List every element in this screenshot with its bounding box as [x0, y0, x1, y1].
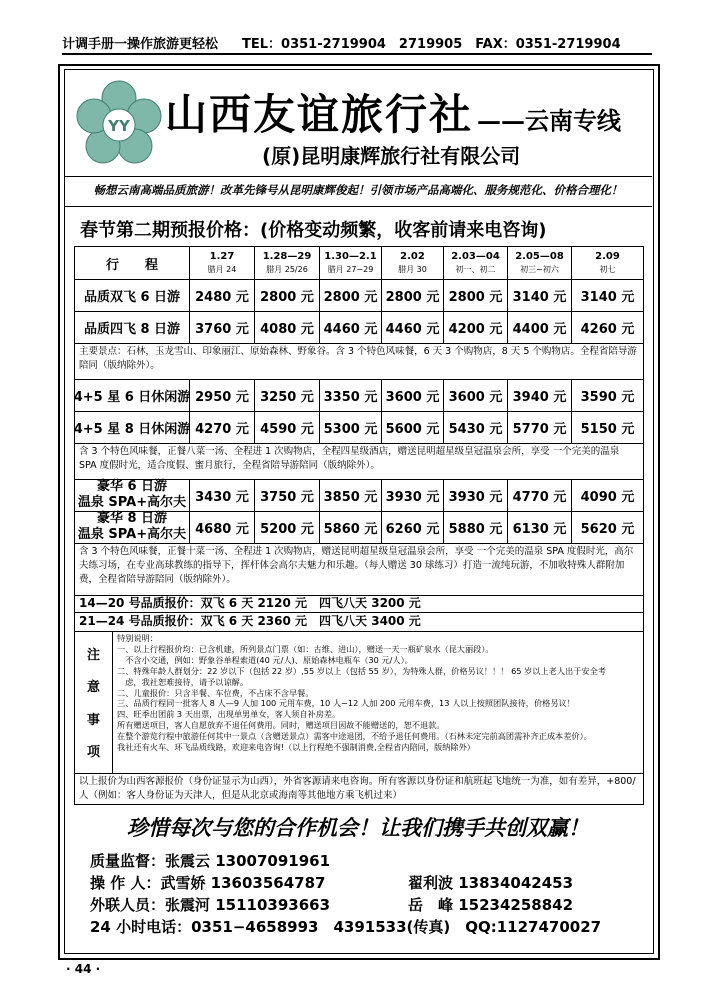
- table-row: [75, 311, 643, 344]
- route-name: 4+5 星 6 日休闲游: [75, 379, 190, 411]
- price-cell: 3930 元: [444, 479, 508, 511]
- notice-char: 注: [86, 647, 100, 663]
- date-label: 1.30—2.1: [324, 251, 377, 262]
- special-price-row: [75, 612, 643, 632]
- price-table: [74, 246, 644, 805]
- notice-char: 事: [86, 712, 100, 728]
- notice-label: [75, 631, 113, 773]
- slogan: 畅想云南高端品质旅游！改革先锋号从昆明康辉俊起！引领市场产品高端化、服务规范化、价格合理化！: [93, 183, 623, 197]
- lunar-label: 初一、初二: [455, 265, 496, 274]
- route-name: 品质四飞 8 日游: [75, 311, 190, 343]
- price-cell: 4460 元: [320, 311, 382, 343]
- logo-lettering: YY: [108, 117, 130, 135]
- price-cell: 2950 元: [190, 379, 255, 411]
- footer-note-text: 以上报价为山西客源报价（身份证显示为山西），外省客源请来电咨询。所有客源以身份证和航班起飞地统一为准，如有差异，+800/人（例如：客人身份证为天津人，但是从北京或海南等其他地方乘飞机过来）: [79, 776, 636, 801]
- contact-sales: 外联人员：张震河 15110393663: [90, 896, 331, 914]
- route-name: [75, 511, 190, 543]
- date-label: 1.27: [209, 251, 235, 262]
- price-cell: 3140 元: [508, 279, 572, 311]
- notice-text: [117, 633, 639, 753]
- notice-line: 一、以上行程报价均：已含机建，所列景点门票（如：古维、进山），赠送一天一瓶矿泉水（昆大丽段）。: [117, 643, 494, 654]
- notice-row: [75, 631, 643, 774]
- date-label: 1.28—29: [262, 251, 312, 262]
- price-cell: 2480 元: [190, 279, 255, 311]
- agency-name: 山西友谊旅行社: [165, 90, 474, 139]
- notice-line: 在整个游览行程中旅游任何其中一景点（含赠送景点）需客中途退团，不给予退任何费用。（石林未定完前高团需补齐正成本差价）。: [117, 731, 592, 742]
- notice-char: 意: [86, 680, 100, 696]
- lunar-label: 腊月 30: [398, 265, 427, 274]
- price-cell: 3600 元: [444, 379, 508, 411]
- agency-title: [165, 82, 621, 142]
- price-cell: 4680 元: [190, 511, 255, 543]
- date-header: [255, 247, 320, 279]
- price-cell: 4080 元: [255, 311, 320, 343]
- route-name-line: 温泉 SPA+高尔夫: [77, 527, 187, 542]
- special-price-row: [75, 595, 643, 613]
- price-cell: 3250 元: [255, 379, 320, 411]
- table-row: [75, 411, 643, 444]
- notice-line: 二、特殊年龄人群划分：22 岁以下（包括 22 岁）,55 岁以上（包括 55 岁），为特殊人群，价格另议！！！ 65 岁以上老人出于安全考: [117, 665, 606, 676]
- price-cell: 4260 元: [580, 321, 635, 337]
- notice-line: 我社还有火车、环飞品质线路，欢迎来电咨询!（以上行程绝不强制消费,全程省内陪同，版纳除外）: [117, 742, 475, 753]
- notice-char: 项: [86, 745, 100, 761]
- price-cell: 5200 元: [255, 511, 320, 543]
- notice-line: 不含小交通，例如：野象谷单程索道(40 元/人)、原始森林电瓶车（30 元/人）。: [117, 654, 413, 665]
- price-cell: 6130 元: [508, 511, 572, 543]
- divider: [64, 206, 652, 207]
- price-cell: 3350 元: [320, 379, 382, 411]
- note-row: [75, 443, 643, 480]
- price-cell: 5880 元: [444, 511, 508, 543]
- date-label: 2.09: [595, 251, 620, 262]
- route-name-line: 豪华 6 日游: [96, 479, 168, 494]
- price-cell: 3600 元: [382, 379, 444, 411]
- note-row: [75, 343, 643, 380]
- price-cell: 2800 元: [382, 279, 444, 311]
- contact-sales-2: 岳 峰 15234258842: [408, 896, 574, 914]
- note-row: [75, 543, 643, 596]
- contact-qa: 质量监督：张震云 13007091961: [90, 852, 331, 870]
- route-name: 品质双飞 6 日游: [75, 279, 190, 311]
- price-cell: 6260 元: [382, 511, 444, 543]
- date-label: 2.02: [400, 251, 425, 262]
- price-cell: 4090 元: [580, 489, 635, 505]
- divider: [64, 176, 652, 177]
- lunar-label: 腊月 24: [207, 265, 237, 274]
- price-cell: 4270 元: [190, 411, 255, 443]
- page-number: · 44 ·: [66, 962, 101, 976]
- top-header: [62, 33, 652, 53]
- lunar-label: 初三−初六: [520, 265, 559, 274]
- date-header: [508, 247, 572, 279]
- date-header: [382, 247, 444, 279]
- notice-line: 所有赠送项目，客人自愿放弃不退任何费用。同时，赠送项目因故不能赠送的，恕不退款。: [117, 720, 445, 731]
- date-header: [320, 247, 382, 279]
- price-cell: 4460 元: [382, 311, 444, 343]
- price-cell: 3940 元: [508, 379, 572, 411]
- price-cell: 5770 元: [508, 411, 572, 443]
- note-text-2: 含 3 个特色风味餐，正餐八菜一汤、全程进 1 次购物店，全程四星级酒店，赠送昆明超星级皇冠温泉会所，享受 一个完美的温泉 SPA 度假时光，适合度假、蜜月旅行，全程省陪导游陪同（版纳除外）。: [79, 446, 620, 471]
- special-price-1: 14—20 号品质报价：双飞 6 天 2120 元 四飞八天 3200 元: [79, 596, 421, 610]
- price-cell: 5860 元: [320, 511, 382, 543]
- price-cell: 3760 元: [190, 311, 255, 343]
- notice-line: 特别说明：: [117, 633, 158, 643]
- price-cell: 3140 元: [580, 289, 635, 305]
- notice-line: 虑，我社恕难接待，请予以谅解。: [117, 676, 249, 687]
- notice-line: 四、旺季出团前 3 天出票，出现单男单女，客人须自补房差。: [117, 709, 341, 720]
- table-row: [75, 279, 643, 312]
- contact-hotline: 24 小时电话：0351−4658993 4391533(传真) QQ:1127470027: [90, 918, 602, 936]
- date-header: [444, 247, 508, 279]
- price-cell: 5620 元: [580, 521, 635, 537]
- lunar-label: 初七: [599, 265, 616, 274]
- route-header: 行 程: [75, 247, 190, 279]
- price-cell: 2800 元: [255, 279, 320, 311]
- price-cell: 2800 元: [444, 279, 508, 311]
- table-row: [75, 479, 643, 512]
- price-cell: 5430 元: [444, 411, 508, 443]
- table-row: [75, 511, 643, 544]
- price-cell: 2800 元: [320, 279, 382, 311]
- date-header: [572, 247, 643, 279]
- price-cell: 4770 元: [508, 479, 572, 511]
- lunar-label: 腊月 25/26: [266, 265, 308, 274]
- lunar-label: 腊月 27−29: [327, 265, 374, 274]
- cheer-slogan: 珍惜每次与您的合作机会！让我们携手共创双赢！: [127, 816, 589, 840]
- price-cell: 5300 元: [320, 411, 382, 443]
- special-price-2: 21—24 号品质报价：双飞 6 天 2360 元 四飞八天 3400 元: [79, 614, 421, 628]
- route-name: [75, 479, 190, 511]
- header-left-text: 计调手册一操作旅游更轻松: [62, 37, 219, 52]
- price-cell: 3850 元: [320, 479, 382, 511]
- note-text-1: 主要景点：石林，玉龙雪山、印象丽江、原始森林、野象谷。含 3 个特色风味餐，6 天 3 个购物店，8 天 5 个购物店。全程省陪导游陪同（版纳除外）。: [79, 346, 637, 371]
- price-cell: 4200 元: [444, 311, 508, 343]
- logo-icon: [74, 80, 164, 170]
- price-cell: 3430 元: [190, 479, 255, 511]
- header-right-text: TEL：0351-2719904 2719905 FAX：0351-2719904: [242, 37, 621, 52]
- date-label: 2.03—04: [451, 251, 500, 262]
- price-cell: 3930 元: [382, 479, 444, 511]
- notice-line: 三、品质行程同一批客人 8 人—9 人加 100 元用车费，10 人−12 人加 200 元用车费，13 人以上按照团队接待，价格另议！: [117, 698, 575, 709]
- price-cell: 4590 元: [255, 411, 320, 443]
- price-cell: 3590 元: [580, 389, 635, 405]
- date-header: [190, 247, 255, 279]
- date-label: 2.05—08: [515, 251, 564, 262]
- price-cell: 3750 元: [255, 479, 320, 511]
- company-name: (原)昆明康辉旅行社有限公司: [262, 144, 521, 168]
- agency-sub: ——云南专线: [477, 106, 622, 135]
- header-rule: [62, 53, 652, 55]
- route-name-line: 豪华 8 日游: [96, 511, 168, 526]
- table-row: [75, 379, 643, 412]
- price-cell: 5600 元: [382, 411, 444, 443]
- footer-note-row: [75, 773, 643, 804]
- table-header-row: [75, 247, 643, 280]
- route-name: 4+5 星 8 日休闲游: [75, 411, 190, 443]
- price-cell: 4400 元: [508, 311, 572, 343]
- price-heading: 春节第二期预报价格：(价格变动频繁，收客前请来电咨询): [80, 220, 547, 241]
- contact-operator: 操 作 人：武雪娇 13603564787: [90, 874, 326, 892]
- contact-operator-2: 翟利波 13834042453: [408, 874, 574, 892]
- price-cell: 5150 元: [580, 421, 635, 437]
- notice-line: 二、儿童报价：只含半餐、车位费，不占床不含早餐。: [117, 687, 314, 698]
- route-name-line: 温泉 SPA+高尔夫: [77, 495, 187, 510]
- note-text-3: 含 3 个特色风味餐，正餐十菜一汤、全程进 1 次购物店，赠送昆明超星级皇冠温泉会所，享受 一个完美的温泉 SPA 度假时光，高尔夫练习场，在专业高球教练的指导下，挥杆体会高尔夫魅力和乐趣。（每人赠送 30 球练习）打造一流纯玩游，不加收特殊人群附加费，全程省陪导游陪同（版纳除外）。: [79, 546, 634, 585]
